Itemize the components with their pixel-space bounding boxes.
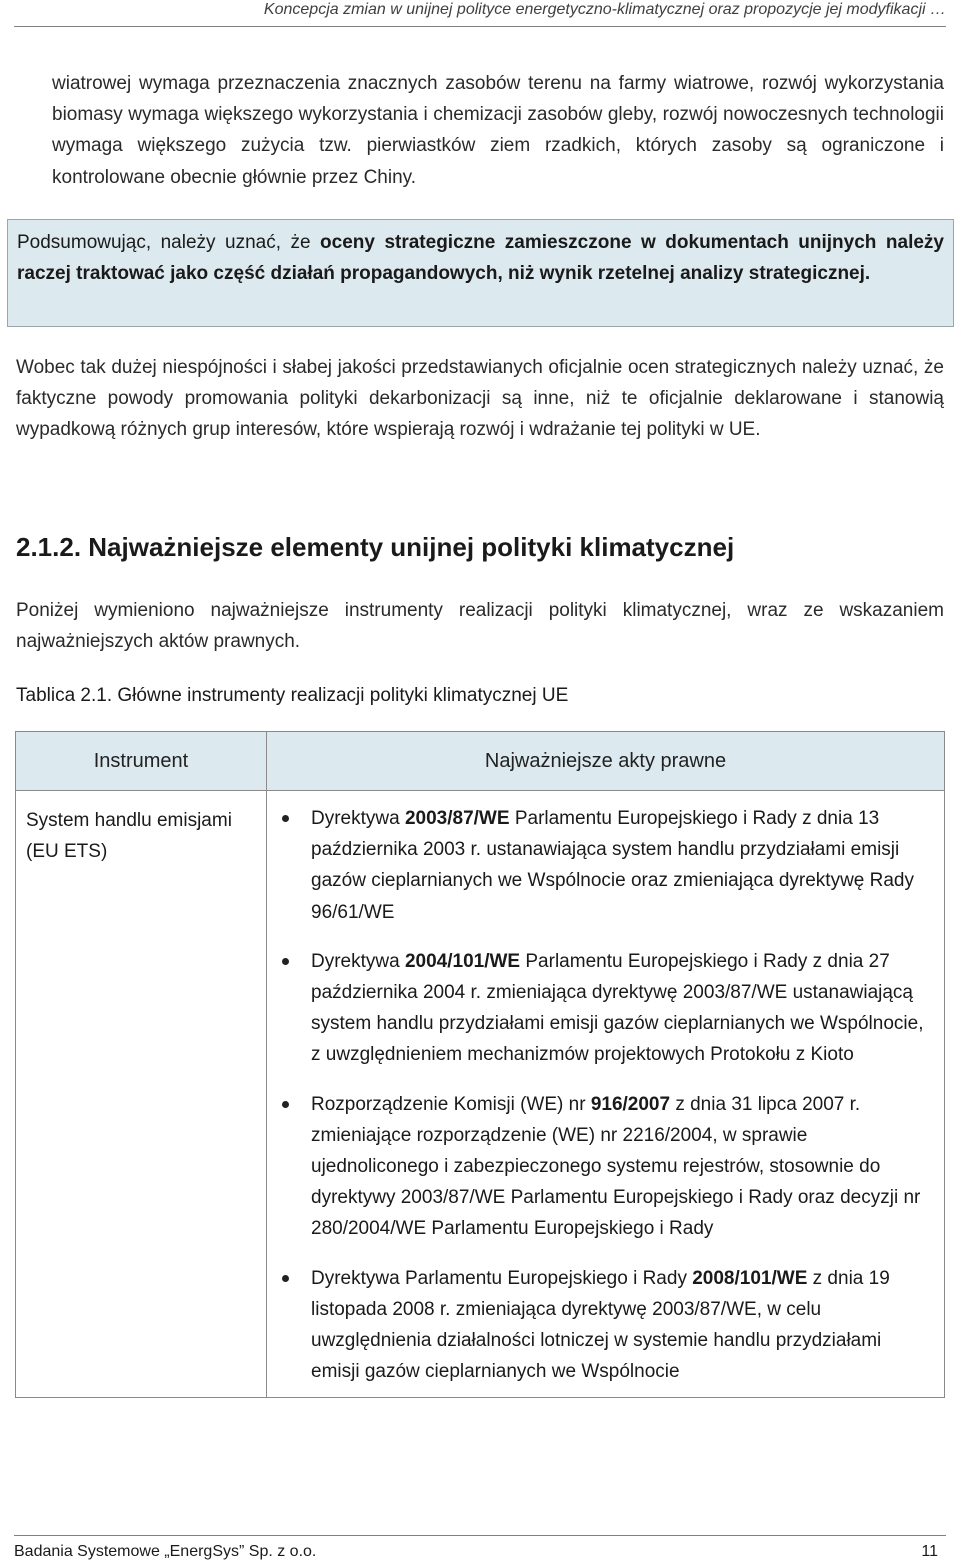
summary-box	[7, 219, 954, 327]
instrument-cell: System handlu emisjami (EU ETS)	[16, 791, 267, 1398]
bullet-icon	[282, 958, 289, 965]
bullet-icon	[282, 815, 289, 822]
page-footer	[14, 1535, 946, 1564]
list-item: Dyrektywa Parlamentu Europejskiego i Rady 2008/101/WE z dnia 19 listopada 2008 r. zmieniająca dyrektywę 2003/87/WE, w celu uwzględnienia działalności lotniczej w systemie handlu przydziałami emisji gazów cieplarnianych we Wspólnocie	[281, 1263, 930, 1388]
column-header-instrument: Instrument	[16, 732, 267, 791]
instruments-table	[15, 731, 945, 1398]
list-item: Dyrektywa 2004/101/WE Parlamentu Europejskiego i Rady z dnia 27 października 2004 r. zmieniająca dyrektywę 2003/87/WE ustanawiającą system handlu przydziałami emisji gazów cieplarnianych we Wspólnocie, z uwzględnieniem mechanizmów projektowych Protokołu z Kioto	[281, 946, 930, 1071]
acts-list	[281, 803, 930, 1387]
column-header-acts: Najważniejsze akty prawne	[267, 732, 945, 791]
paragraph-intro: wiatrowej wymaga przeznaczenia znacznych zasobów terenu na farmy wiatrowe, rozwój wykorzystania biomasy wymaga większego wykorzystania i chemizacji zasobów gleby, rozwój nowoczesnych technologii wymaga większego zużycia tzw. pierwiastków ziem rzadkich, których zasoby są ograniczone i kontrolowane obecnie głównie przez Chiny.	[52, 73, 944, 188]
summary-bold: oceny strategiczne zamieszczone w dokumentach unijnych należy raczej traktować jako część działań propagandowych, niż wynik rzetelnej analizy strategicznej.	[17, 232, 944, 285]
table-header-row	[16, 732, 945, 791]
paragraph-inconsistency: Wobec tak dużej niespójności i słabej jakości przedstawianych oficjalnie ocen strategicznych należy uznać, że faktyczne powody promowania polityki dekarbonizacji są inne, niż te oficjalnie deklarowane i stanowią wypadkową różnych grup interesów, które wspierają rozwój i wdrażanie tej polityki w UE.	[16, 357, 944, 441]
paragraph-list-intro: Poniżej wymieniono najważniejsze instrumenty realizacji polityki klimatycznej, wraz ze wskazaniem najważniejszych aktów prawnych.	[16, 600, 944, 653]
section-heading: 2.1.2. Najważniejsze elementy unijnej polityki klimatycznej	[16, 532, 735, 562]
running-header-title: Koncepcja zmian w unijnej polityce energetyczno-klimatycznej oraz propozycje jej modyfikacji …	[263, 1, 946, 18]
running-header	[14, 0, 946, 27]
table-row	[16, 791, 945, 1398]
summary-normal: Podsumowując, należy uznać, że	[17, 232, 321, 253]
list-item: Rozporządzenie Komisji (WE) nr 916/2007 z dnia 31 lipca 2007 r. zmieniające rozporządzenie (WE) nr 2216/2004, w sprawie ujednoliconego i zabezpieczonego systemu rejestrów, stosownie do dyrektywy 2003/87/WE Parlamentu Europejskiego i Rady oraz decyzji nr 280/2004/WE Parlamentu Europejskiego i Rady	[281, 1089, 930, 1245]
summary-text	[17, 227, 944, 289]
footer-company: Badania Systemowe „EnergSys” Sp. z o.o.	[14, 1543, 317, 1560]
bullet-icon	[282, 1275, 289, 1282]
acts-cell	[267, 791, 945, 1398]
page-number: 11	[921, 1543, 938, 1560]
list-item: Dyrektywa 2003/87/WE Parlamentu Europejskiego i Rady z dnia 13 października 2003 r. ustanawiająca system handlu przydziałami emisji gazów cieplarnianych we Wspólnocie oraz zmieniająca dyrektywę Rady 96/61/WE	[281, 803, 930, 928]
bullet-icon	[282, 1101, 289, 1108]
table-caption: Tablica 2.1. Główne instrumenty realizacji polityki klimatycznej UE	[16, 685, 569, 706]
